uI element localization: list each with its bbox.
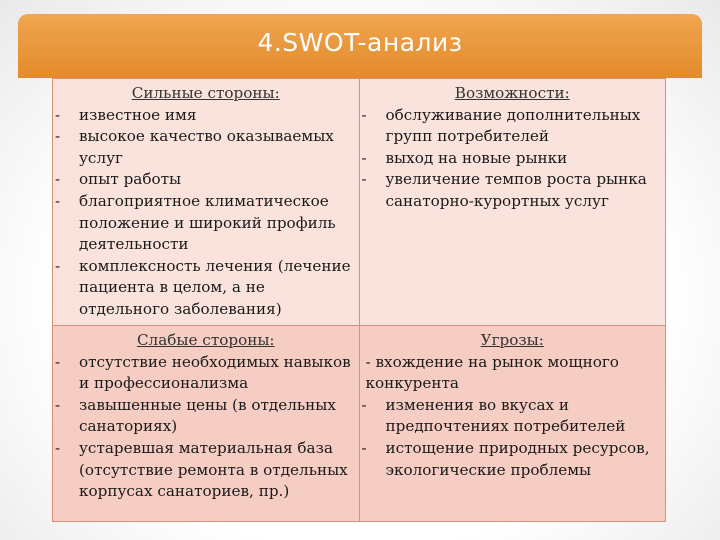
bullet-dash: - [55, 438, 61, 457]
list-item-text: опыт работы [79, 170, 182, 189]
opportunities-heading: Возможности: [454, 84, 570, 102]
bullet-dash: - [55, 191, 61, 210]
weaknesses-cell [53, 326, 360, 522]
bullet-dash: - [55, 352, 61, 371]
weaknesses-heading: Слабые стороны: [136, 331, 275, 349]
bullet-dash: - [55, 395, 61, 414]
swot-table [52, 78, 666, 522]
bullet-dash: - [361, 438, 367, 457]
list-item-text: обслуживание дополнительных групп потребителей [385, 105, 641, 146]
bullet-dash: - [55, 170, 61, 189]
bullet-dash: - [55, 105, 61, 124]
list-item-text: известное имя [79, 105, 197, 124]
list-item [55, 438, 353, 503]
list-item-text: завышенные цены (в отдельных санаториях) [79, 395, 336, 436]
strengths-cell [53, 79, 360, 326]
bullet-dash: - [361, 395, 367, 414]
list-item [361, 148, 660, 170]
threats-cell [359, 326, 666, 522]
list-item-text: истощение природных ресурсов, экологические проблемы [385, 438, 650, 479]
threats-heading: Угрозы: [480, 331, 544, 349]
list-item [361, 105, 660, 148]
strengths-heading: Сильные стороны: [131, 84, 280, 102]
opportunities-cell [359, 79, 666, 326]
table-row-top [53, 79, 666, 326]
list-item [55, 191, 353, 256]
table-row-bottom [53, 326, 666, 522]
list-item [366, 352, 660, 395]
page-title: 4.SWOT-анализ [257, 28, 463, 57]
bullet-dash: - [361, 105, 367, 124]
list-item-text: увеличение темпов роста рынка санаторно-курортных услуг [385, 170, 647, 210]
list-item-text: выход на новые рынки [385, 148, 568, 167]
list-item-text: благоприятное климатическое положение и широкий профиль деятельности [79, 191, 336, 254]
list-item [55, 256, 353, 321]
bullet-dash: - [55, 256, 61, 275]
list-item-text: - вхождение на рынок мощного конкурента [365, 352, 619, 393]
list-item [55, 126, 353, 169]
list-item-text: устаревшая материальная база (отсутствие ремонта в отдельных корпусах санаториев, пр.) [79, 438, 348, 501]
list-item-text: комплексность лечения (лечение пациента в целом, а не отдельного заболевания) [79, 256, 351, 318]
list-item-text: отсутствие необходимых навыков и профессионализма [79, 352, 351, 393]
bullet-dash: - [55, 127, 61, 146]
list-item [361, 169, 660, 212]
bullet-dash: - [361, 170, 367, 189]
list-item-text: высокое качество оказываемых услуг [79, 127, 334, 167]
list-item [55, 169, 353, 191]
list-item [55, 352, 353, 395]
title-band [18, 14, 702, 78]
bullet-dash: - [361, 148, 367, 167]
list-item [55, 105, 353, 127]
list-item [55, 395, 353, 438]
list-item-text: изменения во вкусах и предпочтениях потребителей [385, 395, 626, 436]
list-item [361, 395, 660, 438]
list-item [361, 438, 660, 481]
